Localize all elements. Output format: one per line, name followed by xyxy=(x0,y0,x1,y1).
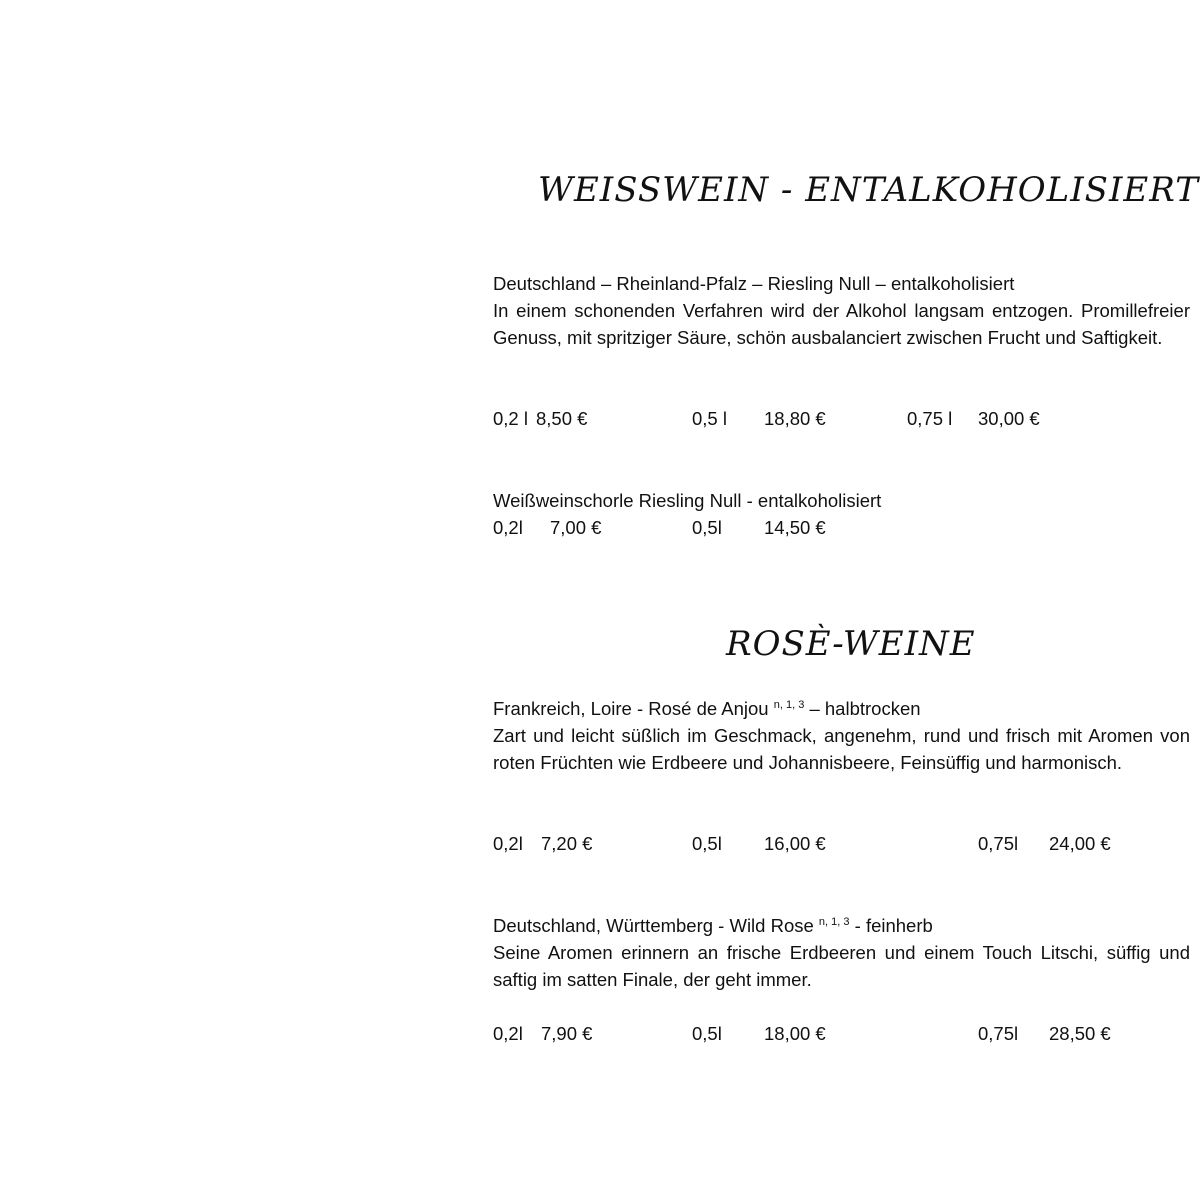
price-value: 7,00 € xyxy=(550,517,602,538)
price-size: 0,2l xyxy=(493,833,523,854)
wine-style: – halbtrocken xyxy=(804,698,921,719)
wine-style: - feinherb xyxy=(849,915,933,936)
wine-title-line xyxy=(493,912,1190,939)
price-value: 16,00 € xyxy=(764,833,826,854)
price-size: 0,75 l xyxy=(907,408,953,429)
price-row-riesling-null xyxy=(0,405,1200,432)
price-row-rose-de-anjou xyxy=(0,830,1200,857)
price-size: 0,75l xyxy=(978,1023,1019,1044)
price-size: 0,2 l xyxy=(493,408,528,429)
wine-item-wild-rose xyxy=(493,912,1190,993)
price-value: 7,90 € xyxy=(541,1023,593,1044)
wine-title: Weißweinschorle Riesling Null - entalkoholisiert xyxy=(493,490,882,511)
wine-title-line xyxy=(493,695,1190,722)
wine-description: Zart und leicht süßlich im Geschmack, angenehm, rund und frisch mit Aromen von roten Früchten wie Erdbeere und Johannisbeere, Feinsüffig und harmonisch. xyxy=(493,725,1190,773)
price-size: 0,5l xyxy=(692,517,722,538)
price-size: 0,2l xyxy=(493,1023,523,1044)
price-value: 14,50 € xyxy=(764,517,826,538)
wine-title: Frankreich, Loire - Rosé de Anjou xyxy=(493,698,769,719)
section-heading-weisswein: WEISSWEIN - ENTALKOHOLISIERT xyxy=(538,170,1199,210)
section-heading-rose: ROSÈ-WEINE xyxy=(726,624,976,664)
price-value: 7,20 € xyxy=(541,833,593,854)
price-value: 30,00 € xyxy=(978,408,1040,429)
wine-title: Deutschland, Württemberg - Wild Rose xyxy=(493,915,814,936)
allergen-notes: n, 1, 3 xyxy=(818,916,850,928)
price-value: 24,00 € xyxy=(1049,833,1111,854)
price-value: 18,80 € xyxy=(764,408,826,429)
wine-description: In einem schonenden Verfahren wird der Alkohol langsam entzogen. Promillefreier Genuss, mit spritziger Säure, schön ausbalanciert zwischen Frucht und Saftigkeit. xyxy=(493,300,1190,348)
price-size: 0,5l xyxy=(692,1023,722,1044)
wine-item-weissweinschorle xyxy=(493,487,1190,514)
price-row-weissweinschorle xyxy=(0,514,1200,541)
wine-item-rose-de-anjou xyxy=(493,695,1190,776)
wine-description: Seine Aromen erinnern an frische Erdbeeren und einem Touch Litschi, süffig und saftig im satten Finale, der geht immer. xyxy=(493,942,1190,990)
price-row-wild-rose xyxy=(0,1020,1200,1047)
price-size: 0,5l xyxy=(692,833,722,854)
price-size: 0,5 l xyxy=(692,408,727,429)
wine-item-riesling-null xyxy=(493,270,1190,351)
allergen-notes: n, 1, 3 xyxy=(773,699,805,711)
price-value: 18,00 € xyxy=(764,1023,826,1044)
price-value: 8,50 € xyxy=(536,408,588,429)
price-size: 0,2l xyxy=(493,517,523,538)
price-size: 0,75l xyxy=(978,833,1019,854)
price-value: 28,50 € xyxy=(1049,1023,1111,1044)
wine-title: Deutschland – Rheinland-Pfalz – Riesling Null – entalkoholisiert xyxy=(493,273,1015,294)
